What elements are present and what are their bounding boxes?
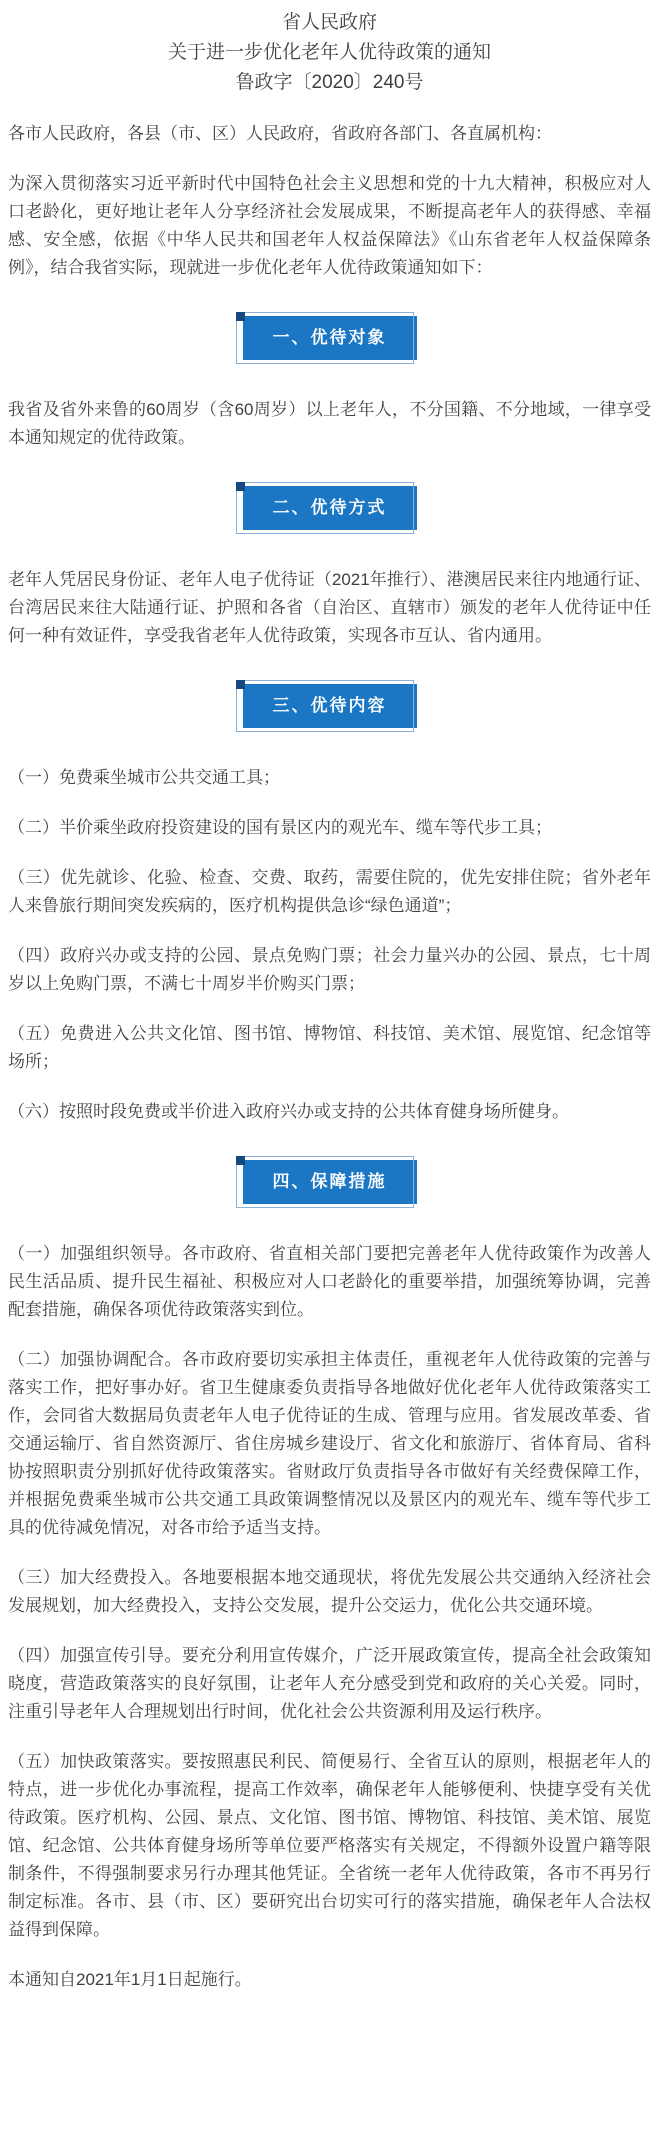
paragraph: 我省及省外来鲁的60周岁（含60周岁）以上老年人，不分国籍、不分地域，一律享受本通知规定的优待政策。 (8, 400, 651, 447)
section-badge-label: 四、保障措施 (272, 1172, 387, 1191)
section-1-badge-row (8, 316, 651, 360)
salutation: 各市人民政府，各县（市、区）人民政府，省政府各部门、各直属机构： (8, 124, 552, 143)
section-badge-youdai-neirong (243, 684, 417, 728)
paragraph: （三）加大经费投入。各地要根据本地交通现状，将优先发展公共交通纳入经济社会发展规划，加大经费投入，支持公交发展，提升公交运力，优化公共交通环境。 (8, 1568, 651, 1615)
document-number: 鲁政字〔2020〕240号 (235, 72, 424, 93)
paragraph: （五）加快政策落实。要按照惠民利民、简便易行、全省互认的原则，根据老年人的特点，进一步优化办事流程，提高工作效率，确保老年人能够便利、快捷享受有关优待政策。医疗机构、公园、景点、文化馆、图书馆、博物馆、科技馆、美术馆、展览馆、纪念馆、公共体育健身场所等单位要严格落实有关规定，不得额外设置户籍等限制条件，不得强制要求另行办理其他凭证。全省统一老年人优待政策，各市不再另行制定标准。各市、县（市、区）要研究出台切实可行的落实措施，确保老年人合法权益得到保障。 (8, 1752, 651, 1939)
document-title: 关于进一步优化老年人优待政策的通知 (167, 42, 491, 63)
issuer-line: 省人民政府 (281, 12, 377, 33)
section-4-badge-row (8, 1160, 651, 1204)
document-header (8, 8, 651, 98)
section-badge-label: 三、优待内容 (272, 696, 387, 715)
paragraph: （一）加强组织领导。各市政府、省直相关部门要把完善老年人优待政策作为改善人民生活品质、提升民生福祉、积极应对人口老龄化的重要举措，加强统筹协调，完善配套措施，确保各项优待政策落实到位。 (8, 1244, 651, 1319)
paragraph: （一）免费乘坐城市公共交通工具； (8, 768, 280, 787)
paragraph: 老年人凭居民身份证、老年人电子优待证（2021年推行）、港澳居民来往内地通行证、台湾居民来往大陆通行证、护照和各省（自治区、直辖市）颁发的老年人优待证中任何一种有效证件，享受我省老年人优待政策，实现各市互认、省内通用。 (8, 570, 651, 645)
paragraph: （二）半价乘坐政府投资建设的国有景区内的观光车、缆车等代步工具； (8, 818, 552, 837)
section-3-badge-row (8, 684, 651, 728)
section-badge-label: 一、优待对象 (272, 328, 387, 347)
paragraph: （五）免费进入公共文化馆、图书馆、博物馆、科技馆、美术馆、展览馆、纪念馆等场所； (8, 1024, 651, 1071)
section-2-badge-row (8, 486, 651, 530)
section-badge-youdai-fangshi (243, 486, 417, 530)
section-badge-label: 二、优待方式 (272, 498, 387, 517)
section-badge-youdai-duixiang (243, 316, 417, 360)
section-badge-baozhang-cuoshi (243, 1160, 417, 1204)
paragraph: （四）加强宣传引导。要充分利用宣传媒介，广泛开展政策宣传，提高全社会政策知晓度，营造政策落实的良好氛围，让老年人充分感受到党和政府的关心关爱。同时，注重引导老年人合理规划出行时间，优化社会公共资源利用及运行秩序。 (8, 1646, 651, 1721)
intro-paragraph: 为深入贯彻落实习近平新时代中国特色社会主义思想和党的十九大精神，积极应对人口老龄化，更好地让老年人分享经济社会发展成果，不断提高老年人的获得感、幸福感、安全感，依据《中华人民共和国老年人权益保障法》《山东省老年人权益保障条例》，结合我省实际，现就进一步优化老年人优待政策通知如下： (8, 174, 651, 277)
paragraph: （六）按照时段免费或半价进入政府兴办或支持的公共体育健身场所健身。 (8, 1102, 569, 1121)
paragraph: （四）政府兴办或支持的公园、景点免购门票；社会力量兴办的公园、景点，七十周岁以上免购门票，不满七十周岁半价购买门票； (8, 946, 651, 993)
paragraph: （二）加强协调配合。各市政府要切实承担主体责任，重视老年人优待政策的完善与落实工作，把好事办好。省卫生健康委负责指导各地做好优化老年人优待政策落实工作，会同省大数据局负责老年人电子优待证的生成、管理与应用。省发展改革委、省交通运输厅、省自然资源厅、省住房城乡建设厅、省文化和旅游厅、省体育局、省科协按照职责分别抓好优待政策落实。省财政厅负责指导各市做好有关经费保障工作，并根据免费乘坐城市公共交通工具政策调整情况以及景区内的观光车、缆车等代步工具的优待减免情况，对各市给予适当支持。 (8, 1350, 651, 1537)
paragraph: （三）优先就诊、化验、检查、交费、取药，需要住院的，优先安排住院；省外老年人来鲁旅行期间突发疾病的，医疗机构提供急诊“绿色通道”； (8, 868, 651, 915)
closing-paragraph: 本通知自2021年1月1日起施行。 (8, 1970, 252, 1989)
